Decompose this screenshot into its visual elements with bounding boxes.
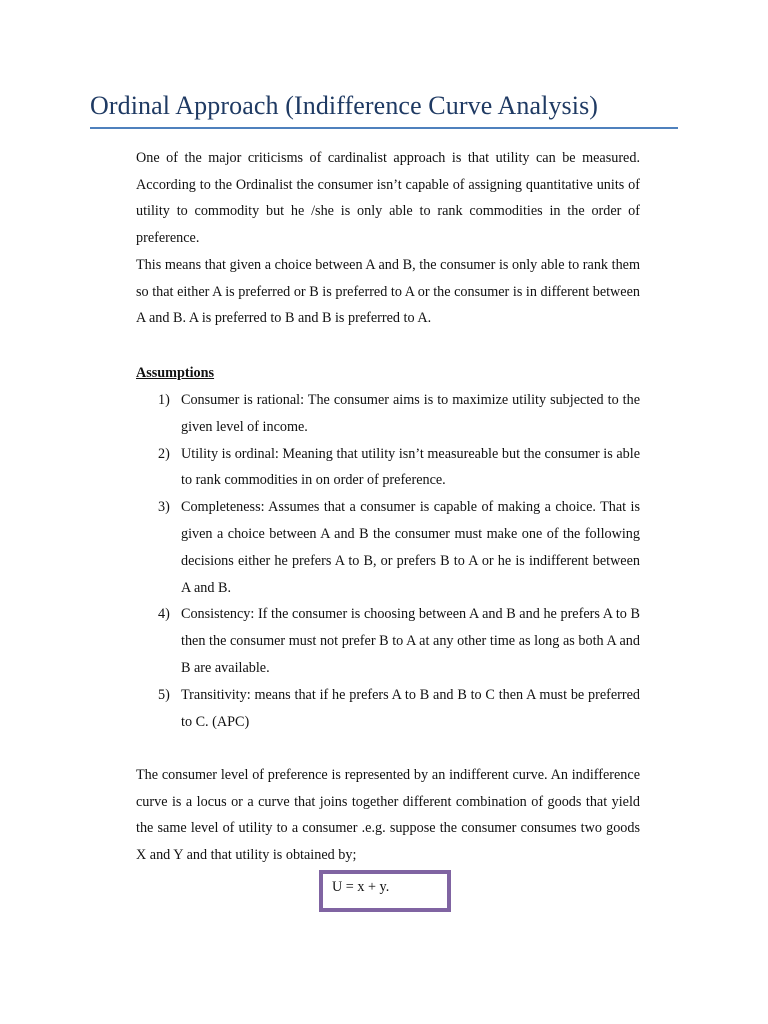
title-underline-rule bbox=[90, 127, 678, 129]
item-number: 2) bbox=[158, 445, 170, 462]
intro-paragraph: One of the major criticisms of cardinalist approach is that utility can be measured. According to the Ordinalist the consumer isn’t capable of assigning quantitative units of utility to commodity but he /she is only able to rank commodities in the order of preference. bbox=[136, 150, 640, 247]
formula-box bbox=[319, 870, 451, 912]
item-number: 1) bbox=[158, 392, 170, 408]
item-text: Consumer is rational: The consumer aims is to maximize utility subjected to the given level of income. bbox=[181, 392, 640, 435]
assumptions-list bbox=[136, 387, 640, 735]
item-number: 4) bbox=[158, 606, 170, 623]
intro-paragraph: This means that given a choice between A and B, the consumer is only able to rank them so that either A is preferred or B is preferred to A or the consumer is in different between A and B. A is preferred to B and B is preferred to A. bbox=[136, 256, 640, 327]
conclusion-paragraph: The consumer level of preference is represented by an indifferent curve. An indifference curve is a locus or a curve that joins together different combination of goods that yield the same level of utility to a consumer .e.g. suppose the consumer consumes two goods X and Y and that utility is obtained by; bbox=[136, 767, 640, 864]
page-title: Ordinal Approach (Indifference Curve Analysis) bbox=[90, 91, 599, 120]
item-number: 5) bbox=[158, 686, 170, 703]
conclusion-section bbox=[136, 762, 640, 869]
assumption-item bbox=[136, 682, 640, 736]
item-text: Utility is ordinal: Meaning that utility isn’t measureable but the consumer is able to rank commodities in on order of preference. bbox=[181, 445, 640, 489]
assumption-item bbox=[136, 601, 640, 681]
assumptions-heading: Assumptions bbox=[136, 365, 215, 381]
item-text: Completeness: Assumes that a consumer is capable of making a choice. That is given a choice between A and B the consumer must make one of the following decisions either he prefers A to B, or prefers B to A or he is indifferent between A and B. bbox=[181, 499, 640, 596]
item-number: 3) bbox=[158, 499, 170, 516]
item-text: Transitivity: means that if he prefers A to B and B to C then A must be preferred to C. (APC) bbox=[181, 686, 640, 730]
formula-text: U = x + y. bbox=[332, 879, 390, 895]
intro-section bbox=[136, 145, 640, 332]
assumption-item bbox=[136, 387, 640, 441]
assumption-item bbox=[136, 441, 640, 495]
item-text: Consistency: If the consumer is choosing between A and B and he prefers A to B then the consumer must not prefer B to A at any other time as long as both A and B are available. bbox=[181, 606, 640, 676]
assumption-item bbox=[136, 494, 640, 601]
